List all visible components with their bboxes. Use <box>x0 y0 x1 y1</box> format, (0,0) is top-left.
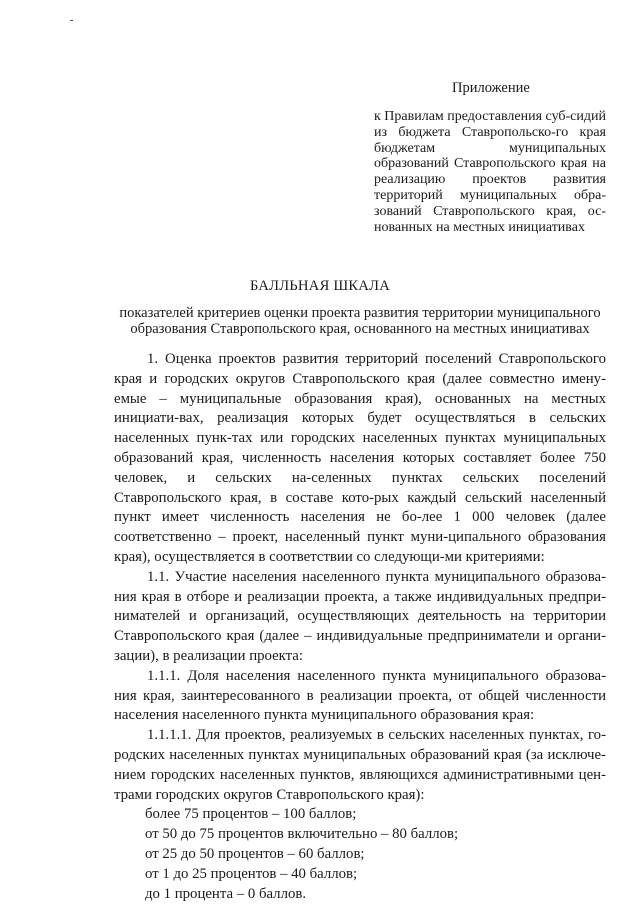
paragraph-1: 1. Оценка проектов развития территорий поселений Ставропольского края и городских округов Ставропольского края (далее совместно имену-емые – муниципальные образования края), основанных на местных инициати-вах, реализация которых будет осуществляться в сельских населенных пунк-тах или городских населенных пунктах муниципальных образований края, численность населения которых составляет более 750 человек, и сельских на-селенных пунктах сельских поселений Ставропольского края, в составе кото-рых каждый сельский населенный пункт имеет численность населения не бо-лее 1 000 человек (далее соответственно – проект, населенный пункт муни-ципального образования края), осуществляется в соответствии со следующи-ми критериями: <box>114 351 606 565</box>
paragraph-1-1: 1.1. Участие населения населенного пункта муниципального образова-ния края в отборе и реализации проекта, а также индивидуальных предпри-нимателей и организаций, осуществляющих деятельность на территории Ставропольского края (далее – индивидуальные предприниматели и органи-зации), в реализации проекта: <box>114 568 606 664</box>
scan-speck <box>70 20 73 21</box>
score-item: от 1 до 25 процентов – 40 баллов; <box>145 865 358 882</box>
paragraph-1-1-1: 1.1.1. Доля населения населенного пункта муниципального образова-ния края, заинтересованного в реализации проекта, от общей численности населения населенного пункта муниципального образования края: <box>114 667 606 724</box>
score-item: от 25 до 50 процентов – 60 баллов; <box>145 845 365 862</box>
appendix-reference: к Правилам предоставления суб-сидий из бюджета Ставропольско-го края бюджетам муниципальных образований Ставропольского края на реализацию проектов развития территорий муниципальных обра-зований Ставропольского края, ос-нованных на местных инициативах <box>374 109 606 235</box>
score-item: до 1 процента – 0 баллов. <box>145 885 307 902</box>
scale-subtitle: показателей критериев оценки проекта развития территории муниципального образования Ставропольского края, основанного на местных инициативах <box>119 305 601 337</box>
appendix-title: Приложение <box>452 80 530 96</box>
score-item: более 75 процентов – 100 баллов; <box>145 806 357 823</box>
document-body <box>114 350 606 904</box>
scale-title: БАЛЛЬНАЯ ШКАЛА <box>249 278 391 294</box>
paragraph-1-1-1-1: 1.1.1.1. Для проектов, реализуемых в сельских населенных пунктах, го-родских населенных пунктах муниципальных образований края (за исключе-нием городских населенных пунктов, являющихся административными цен-трами городских округов Ставропольского края): <box>114 727 606 803</box>
score-item: от 50 до 75 процентов включительно – 80 баллов; <box>145 826 459 843</box>
